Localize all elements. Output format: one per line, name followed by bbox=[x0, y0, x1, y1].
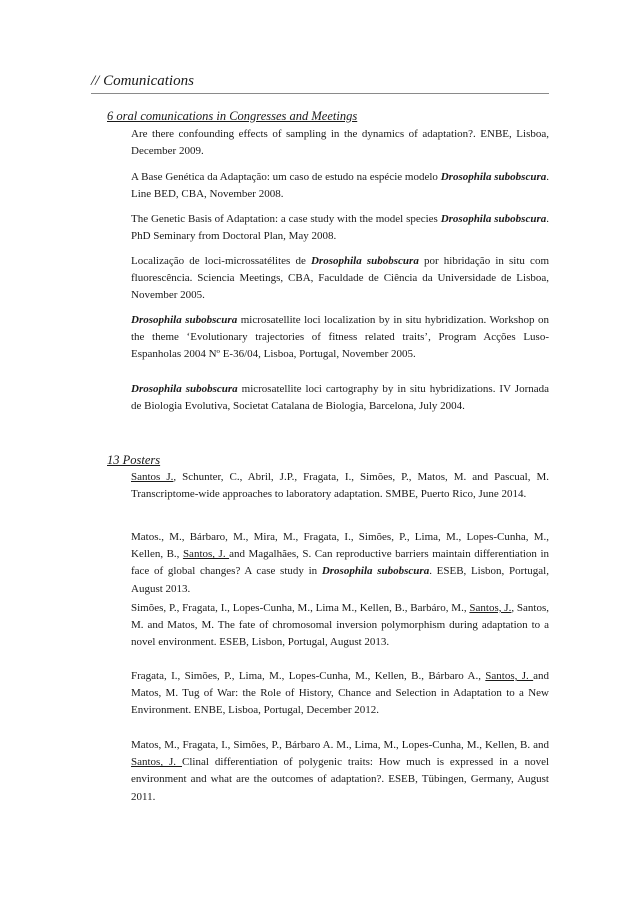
oral-entry-5-post: microsatellite loci localization by in situ hybridization. Workshop on the theme ‘Evolutionary trajectories of fitness related traits’, Program Acções Luso-Espanholas 2004 Nº E-36/04, Lisboa, Portugal, November 2005. bbox=[131, 314, 549, 361]
poster-entry-4-a: Fragata, I., Simões, P., Lima, M., Lopes-Cunha, M., Kellen, B., Bárbaro A., bbox=[131, 670, 486, 682]
poster-entry-2-a: Matos., M., Bárbaro, M., Mira, M., Fragata, I., Simões, P., Lima, M., Lopes-Cunha, M., Kellen, B., bbox=[131, 531, 549, 561]
poster-entry-2-b: and Magalhães, S. Can reproductive barriers maintain differentiation in face of global changes? A case study in bbox=[131, 548, 549, 578]
oral-entry-4 bbox=[131, 253, 549, 305]
posters-heading-text: 13 Posters bbox=[107, 453, 161, 467]
poster-entry-3 bbox=[131, 600, 549, 652]
oral-entry-4-post: por hibridação in situ com fluorescência. Sciencia Meetings, CBA, Faculdade de Ciência da Universidade de Lisboa, November 2005. bbox=[131, 255, 549, 302]
poster-entry-1 bbox=[131, 469, 549, 503]
poster-entry-5-a: Matos, M., Fragata, I., Simões, P., Bárbaro A. M., Lima, M., Lopes-Cunha, M., Kellen, B. and bbox=[131, 739, 549, 751]
oral-entry-6-post: microsatellite loci cartography by in situ hybridizations. IV Jornada de Biologia Evolutiva, Societat Catalana de Biologia, Barcelona, July 2004. bbox=[131, 383, 550, 413]
poster-entry-1-author: Santos J. bbox=[131, 471, 174, 483]
poster-entry-4-b: and Matos, M. Tug of War: the Role of History, Chance and Selection in Adaptation to a New Environment. ENBE, Lisboa, Portugal, December 2012. bbox=[131, 670, 549, 717]
posters-heading bbox=[107, 453, 160, 468]
oral-entry-2 bbox=[131, 169, 549, 203]
oral-entry-2-pre: A Base Genética da Adaptação: um caso de estudo na espécie modelo bbox=[131, 171, 441, 183]
oral-entry-3-species: Drosophila subobscura bbox=[440, 213, 547, 225]
poster-entry-2-c: . ESEB, Lisbon, Portugal, August 2013. bbox=[131, 565, 549, 595]
poster-entry-3-author: Santos, J. bbox=[469, 602, 512, 614]
poster-entry-3-b: , Santos, M. and Matos, M. The fate of chromosomal inversion polymorphism during adaptation to a novel environment. ESEB, Lisbon, Portugal, August 2013. bbox=[131, 602, 549, 649]
oral-entry-1-text: Are there confounding effects of sampling in the dynamics of adaptation?. ENBE, Lisboa, December 2009. bbox=[131, 128, 549, 158]
oral-entry-5 bbox=[131, 312, 549, 364]
poster-entry-1-b: , Schunter, C., Abril, J.P., Fragata, I., Simões, P., Matos, M. and Pascual, M. Transcriptome-wide approaches to laboratory adaptation. SMBE, Puerto Rico, June 2014. bbox=[131, 471, 549, 501]
poster-entry-5 bbox=[131, 737, 549, 806]
poster-entry-4 bbox=[131, 668, 549, 720]
oral-entry-4-pre: Localização de loci-microssatélites de bbox=[131, 255, 311, 267]
oral-entry-3-pre: The Genetic Basis of Adaptation: a case study with the model species bbox=[131, 213, 441, 225]
oral-entry-3 bbox=[131, 211, 549, 245]
poster-entry-5-b: Clinal differentiation of polygenic traits: How much is expressed in a novel environment and what are the outcomes of adaptation?. ESEB, Tübingen, Germany, August 2011. bbox=[131, 756, 550, 803]
oral-heading-text: 6 oral comunications in Congresses and Meetings bbox=[107, 109, 358, 123]
oral-heading bbox=[107, 109, 357, 124]
poster-entry-5-author: Santos, J. bbox=[131, 756, 183, 769]
section-title: // Comunications bbox=[91, 72, 549, 94]
poster-entry-3-a: Simões, P., Fragata, I., Lopes-Cunha, M., Lima M., Kellen, B., Barbáro, M., bbox=[131, 602, 470, 614]
oral-entry-3-post: . PhD Seminary from Doctoral Plan, May 2008. bbox=[131, 213, 549, 243]
oral-entry-2-species: Drosophila subobscura bbox=[440, 171, 547, 183]
oral-entry-2-post: . Line BED, CBA, November 2008. bbox=[131, 171, 549, 201]
oral-entry-5-species: Drosophila subobscura bbox=[131, 314, 238, 326]
poster-entry-2 bbox=[131, 529, 549, 598]
oral-entry-1 bbox=[131, 126, 549, 160]
poster-entry-2-author: Santos, J. bbox=[182, 548, 230, 561]
oral-entry-6 bbox=[131, 381, 549, 415]
oral-entry-6-species: Drosophila subobscura bbox=[131, 383, 238, 395]
poster-entry-4-author: Santos, J. bbox=[485, 670, 534, 682]
oral-entry-4-species: Drosophila subobscura bbox=[310, 255, 419, 267]
poster-entry-2-species: Drosophila subobscura bbox=[321, 565, 430, 578]
